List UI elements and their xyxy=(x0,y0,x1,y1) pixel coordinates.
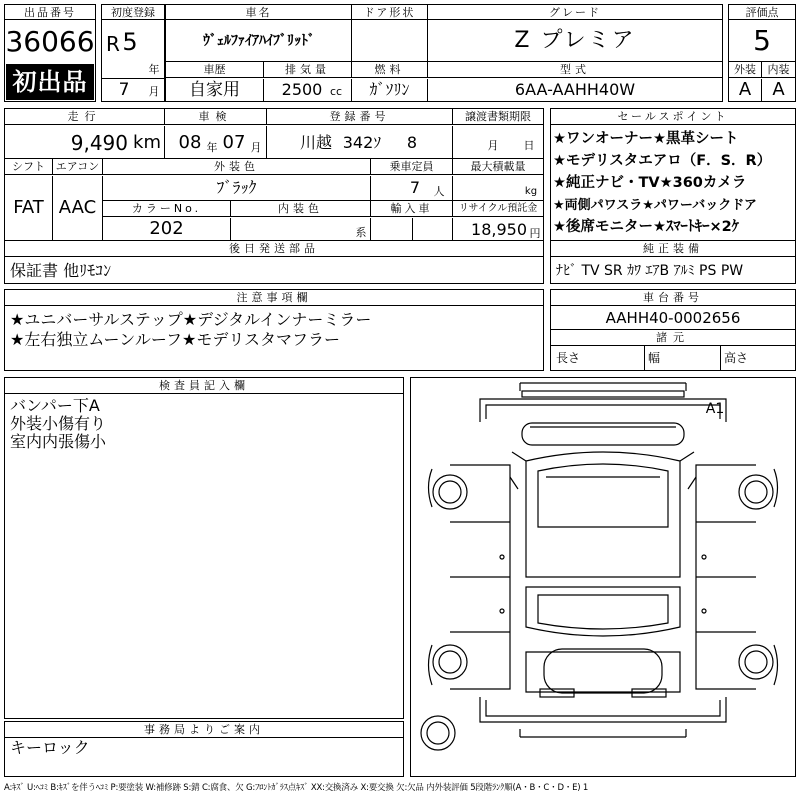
inspector-line: 室内内張傷小 xyxy=(10,432,107,451)
notes-line: ★ユニバーサルステップ★デジタルインナーミラー xyxy=(10,310,372,329)
transfer-deadline-label: 譲渡書類期限 xyxy=(453,109,543,125)
mileage-unit: km xyxy=(133,132,161,153)
front-grille xyxy=(522,391,684,397)
int-color-unit: 系 xyxy=(355,225,367,239)
specs-label: 諸元 xyxy=(551,330,795,346)
inspection-year: 08 xyxy=(178,132,202,153)
first-listing-badge: 初出品 xyxy=(6,64,94,100)
wheel-fl xyxy=(433,475,467,509)
mileage-label: 走行 xyxy=(5,109,165,125)
interior-grade-label: 内装 xyxy=(762,62,795,78)
inspector-line: バンパー下A xyxy=(10,396,100,415)
later-parts-value: 保証書 他ﾘﾓｺﾝ xyxy=(10,261,112,280)
interior-grade: A xyxy=(772,79,785,100)
selling-point-line: ★ワンオーナー★黒革シート xyxy=(553,130,739,147)
first-registration-label: 初度登録 xyxy=(102,5,164,20)
fuel-label: 燃料 xyxy=(352,62,428,78)
chassis-label: 車台番号 xyxy=(551,290,795,306)
door-value xyxy=(352,22,428,60)
model-label: 型式 xyxy=(428,62,722,78)
damage-mark: A1 xyxy=(705,401,725,417)
model-value: 6AA-AAHH40W xyxy=(514,80,636,99)
inspector-line: 外装小傷有り xyxy=(10,414,107,433)
factory-equipment-value: ﾅﾋﾞ TV SR ｶﾜ ｴｱB ｱﾙﾐ PS PW xyxy=(556,263,744,279)
grade-label: グレード xyxy=(428,5,722,20)
inspection-label: 車検 xyxy=(165,109,267,125)
recycle-label: リサイクル預託金 xyxy=(453,201,543,217)
ac-label: エアコン xyxy=(53,159,103,175)
car-name-label: 車名 xyxy=(166,5,352,20)
inspector-label: 検査員記入欄 xyxy=(5,378,403,394)
score-label: 評価点 xyxy=(729,5,795,20)
plate-number: 8 xyxy=(406,133,418,152)
ext-color-label: 外装色 xyxy=(103,159,371,175)
reg-month-unit: 月 xyxy=(148,84,160,98)
capacity-unit: 人 xyxy=(433,184,445,198)
selling-point-line: ★両側パワスラ★パワーバックドア xyxy=(553,197,757,213)
length-label: 長さ xyxy=(556,351,581,365)
transfer-day-unit: 日 xyxy=(523,138,535,152)
recycle-unit: 円 xyxy=(529,226,541,240)
score-value: 5 xyxy=(753,24,771,57)
office-text: キーロック xyxy=(10,738,90,757)
capacity-label: 乗車定員 xyxy=(371,159,453,175)
inspection-year-unit: 年 xyxy=(206,140,218,154)
max-load-label: 最大積載量 xyxy=(453,159,543,175)
office-label: 事務局よりご案内 xyxy=(5,722,403,738)
plate-class: 342ｿ xyxy=(342,133,382,152)
car-diagram xyxy=(410,377,796,777)
lot-number-label: 出品番号 xyxy=(5,5,95,20)
chassis-number: AAHH40-0002656 xyxy=(605,308,741,327)
height-label: 高さ xyxy=(724,351,749,365)
exterior-grade-label: 外装 xyxy=(729,62,762,78)
recycle-fee: 18,950 xyxy=(471,220,527,239)
rear-bumper-outline xyxy=(480,697,726,722)
displacement-unit: cc xyxy=(329,84,343,98)
selling-point-line: ★後席モニター★ｽﾏｰﾄｷｰ×2ｹ xyxy=(553,218,739,235)
color-no-label: カラーNo. xyxy=(103,201,231,217)
displacement-label: 排気量 xyxy=(264,62,352,78)
import-label: 輸入車 xyxy=(371,201,453,217)
shift-label: シフト xyxy=(5,159,53,175)
int-color-label: 内装色 xyxy=(231,201,371,217)
exterior-grade: A xyxy=(729,79,762,101)
lot-number: 36066 xyxy=(5,25,95,58)
width-label: 幅 xyxy=(648,351,661,365)
factory-equipment-label: 純正装備 xyxy=(551,241,795,257)
car-name: ｳﾞｪﾙﾌｧｲｱﾊｲﾌﾞﾘｯﾄﾞ xyxy=(203,33,315,49)
reg-era: R xyxy=(106,32,120,56)
later-parts-label: 後日発送部品 xyxy=(5,241,543,257)
notes-label: 注意事項欄 xyxy=(5,290,543,306)
selling-point-line: ★モデリスタエアロ（F．S．R） xyxy=(553,152,772,169)
front-bumper-outline xyxy=(480,399,726,422)
notes-line: ★左右独立ムーンルーフ★モデリスタマフラー xyxy=(10,330,341,349)
inspection-month: 07 xyxy=(222,132,246,153)
door-label: ドア形状 xyxy=(352,5,428,20)
reg-year-unit: 年 xyxy=(148,62,160,76)
plate-area: 川越 xyxy=(299,133,332,152)
legend-line: A:ｷｽﾞ U:ﾍｺﾐ B:ｷｽﾞを伴うﾍｺﾐ P:要塗装 W:補修跡 S:錆 C:腐食、欠 G:ﾌﾛﾝﾄｶﾞﾗｽ点ｷｽﾞ XX:交換済み X:要交換 欠:欠品 内外装評価 5段階ﾗﾝｸ順(A・B・C・D・E) 1 xyxy=(4,782,589,793)
wheel-rr xyxy=(739,645,773,679)
transfer-month-unit: 月 xyxy=(487,138,499,152)
displacement-value: 2500 xyxy=(281,80,323,99)
max-load-unit: kg xyxy=(524,186,538,197)
wheel-fr xyxy=(739,475,773,509)
selling-points-label: セールスポイント xyxy=(551,109,795,125)
reg-month: 7 xyxy=(118,79,130,100)
windshield-outline xyxy=(526,452,680,577)
grade: Z プレミア xyxy=(514,28,636,53)
shift-value: FAT xyxy=(5,176,53,240)
wheel-rl xyxy=(433,645,467,679)
selling-point-line: ★純正ナビ・TV★360カメラ xyxy=(553,174,747,191)
ac-value: AAC xyxy=(53,176,103,240)
history-value: 自家用 xyxy=(166,79,264,101)
color-no-value: 202 xyxy=(103,218,231,240)
inspection-month-unit: 月 xyxy=(250,140,262,154)
plate-label: 登録番号 xyxy=(267,109,453,125)
mileage-value: 9,490 xyxy=(70,131,128,155)
int-color-cell xyxy=(231,218,371,240)
capacity-value: 7 xyxy=(409,178,421,197)
reg-year: 5 xyxy=(122,28,138,56)
fuel-value: ｶﾞｿﾘﾝ xyxy=(352,79,428,101)
history-label: 車歴 xyxy=(166,62,264,78)
ext-color-value: ﾌﾞﾗｯｸ xyxy=(103,176,371,200)
